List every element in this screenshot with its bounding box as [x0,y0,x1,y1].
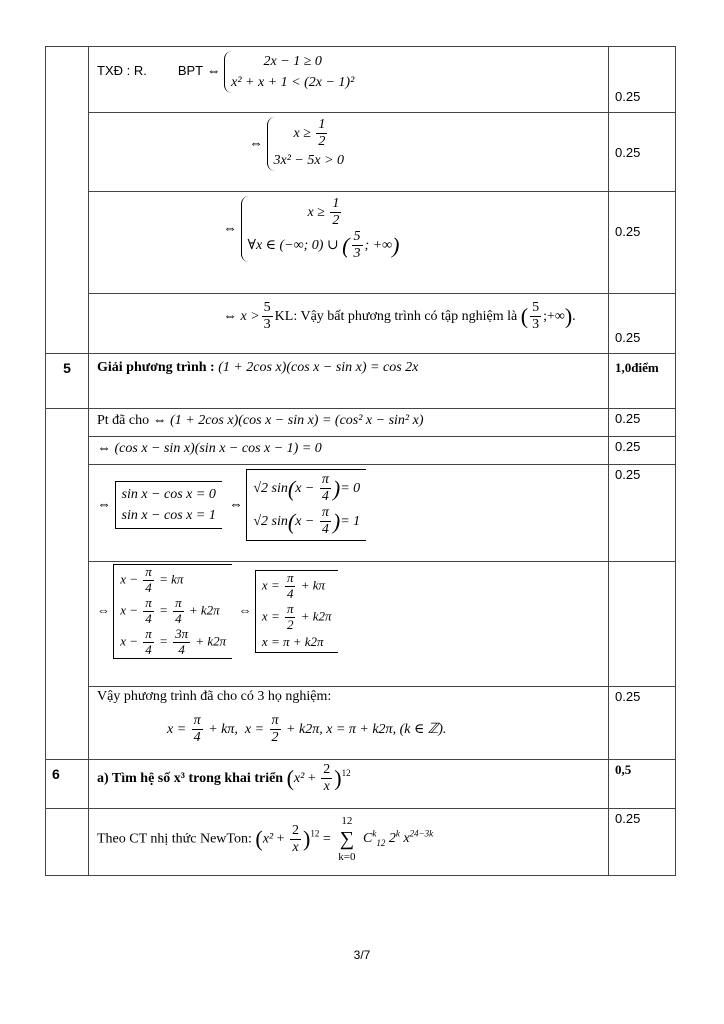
step-label: Pt đã cho [97,413,150,428]
equation: (1 + 2cos x)(cos x − sin x) = cos 2x [218,360,419,375]
table-row [46,562,676,687]
fraction: $\frac{\pi}{4}$ [321,472,329,505]
content-cell: ⇔ x ≥ $\frac{1}{2}$ 3x² − 5x > 0 [89,113,609,192]
score-cell: 0.25 [609,113,676,192]
score-cell: 0.25 [609,437,676,465]
system-line: 2x − 1 ≥ 0 [263,54,322,69]
score-cell: 0.25 [609,809,676,876]
system-line: x² + x + 1 < (2x − 1)² [231,75,355,90]
fraction: $\frac{5}{3}$ [353,229,361,262]
table-row [46,409,676,437]
solution-bracket: x − $\frac{\pi}{4}$ = kπ x − $\frac{\pi}{4}$ = $\frac{\pi}{4}$ + k2π x − $\frac{\pi}{4}$ = $\frac{3\pi}{4}$ + k2π [113,564,232,659]
content-cell: Theo CT nhị thức NewTon: (x² + $\frac{2}{x}$ )$^{12}$ = 12 ∑ k=0 $C^k_{12}$ 2$^k$ $x^{24-3k}$ [89,809,609,876]
fraction: $\frac{5}{3}$ [532,300,540,333]
content-cell: TXĐ : R. BPT ⇔ 2x − 1 ≥ 0 x² + x + 1 < (2x − 1)² [89,47,609,113]
table-row [46,354,676,409]
system-line: x ≥ [293,125,315,141]
conclusion-text: Vậy phương trình đã cho có 3 họ nghiệm: [97,689,332,704]
table-row [46,113,676,192]
system-brace: x ≥ $\frac{1}{2}$ ∀x ∈ (−∞; 0) ∪ ( $\frac{5}{3}$ ; +∞) [241,196,400,262]
content-cell [89,354,609,409]
table-row [46,760,676,809]
system-line: = 0 [340,480,361,496]
score-cell: 0.25 [609,465,676,562]
question-number: 5 [46,354,89,409]
solutions-line: x = $\frac{\pi}{4}$ + kπ, x = $\frac{\pi}{2}$ + k2π, x = π + k2π, (k ∈ ℤ). [167,713,447,746]
fraction: $\frac{5}{3}$ [263,300,271,333]
answer-table [45,46,676,876]
content-cell: Pt đã cho ⇔ (1 + 2cos x)(cos x − sin x) = (cos² x − sin² x) [89,409,609,437]
content-cell [89,687,609,760]
system-line: x ≥ [307,204,329,220]
content-cell: ⇔ x − $\frac{\pi}{4}$ = kπ x − $\frac{\pi}{4}$ = $\frac{\pi}{4}$ + k2π x − $\frac{\pi}{4}$ = $\frac{3\pi}{4}$ + k2π ⇔ x = $\frac{\pi}{4}$ + kπ x = $\frac{\pi}{2}$ + k2π x = π + k2π [89,562,609,687]
system-bracket [115,481,222,529]
bpt-label: BPT [177,63,204,79]
score-cell: 0.25 [609,687,676,760]
solution-bracket: x = $\frac{\pi}{4}$ + kπ x = $\frac{\pi}{2}$ + k2π x = π + k2π [255,570,338,653]
content-cell: a) Tìm hệ số x³ trong khai triển (x² + $\frac{2}{x}$ )$^{12}$ [89,760,609,809]
content-cell: ⇔ (cos x − sin x)(sin x − cos x − 1) = 0 [89,437,609,465]
step-label: Theo CT nhị thức NewTon: [97,831,252,847]
domain-text: TXĐ : R. [97,63,147,79]
table-row [46,294,676,354]
system-brace [224,51,354,93]
table-row [46,465,676,562]
system-bracket: √2 sin(x − $\frac{\pi}{4}$ )= 0 √2 sin(x − $\frac{\pi}{4}$ )= 1 [246,469,366,541]
equation: (cos x − sin x)(sin x − cos x − 1) = 0 [114,441,322,456]
question-number-cell [46,409,89,760]
score-cell: 0.25 [609,294,676,354]
score-cell: 0,5 [609,760,676,809]
equation: (1 + 2cos x)(cos x − sin x) = (cos² x − sin² x) [170,413,424,428]
table-row [46,809,676,876]
score-cell: 0.25 [609,192,676,294]
question-number: 6 [46,760,89,809]
score-cell: 0.25 [609,47,676,113]
table-row [46,687,676,760]
table-row [46,437,676,465]
score-cell [609,562,676,687]
question-title: a) Tìm hệ số x³ trong khai triển [97,770,284,786]
system-brace [267,117,345,171]
question-title: Giải phương trình : [97,360,215,375]
system-line: sin x − cos x = 0 [121,487,216,503]
system-line: = 1 [340,514,361,529]
content-cell: ⇔ x ≥ $\frac{1}{2}$ ∀x ∈ (−∞; 0) ∪ ( $\frac{5}{3}$ ; +∞) [89,192,609,294]
system-line: 3x² − 5x > 0 [273,153,345,169]
system-line: ∀x ∈ (−∞; 0) ∪ [247,238,343,253]
score-cell: 0.25 [609,409,676,437]
content-cell: ⇔ sin x − cos x = 0 sin x − cos x = 1 ⇔ √2 sin(x − $\frac{\pi}{4}$ )= 0 √2 sin(x − $\frac{\pi}{4}$ )= 1 [89,465,609,562]
table-row [46,192,676,294]
fraction: $\frac{1}{2}$ [332,196,340,229]
page-number: 3/7 [353,948,371,962]
conclusion-text: KL: Vậy bất phương trình có tập nghiệm là [274,308,518,324]
system-line: sin x − cos x = 1 [121,508,216,524]
score-cell: 1,0điểm [609,354,676,409]
fraction: $\frac{\pi}{4}$ [321,505,329,538]
question-number-cell [46,809,89,876]
fraction: $\frac{1}{2}$ [318,117,326,150]
question-number-cell [46,47,89,354]
table-row [46,47,676,113]
content-cell: ⇔ x > $\frac{5}{3}$ KL: Vậy bất phương trình có tập nghiệm là ( $\frac{5}{3}$ ;+∞). [89,294,609,354]
